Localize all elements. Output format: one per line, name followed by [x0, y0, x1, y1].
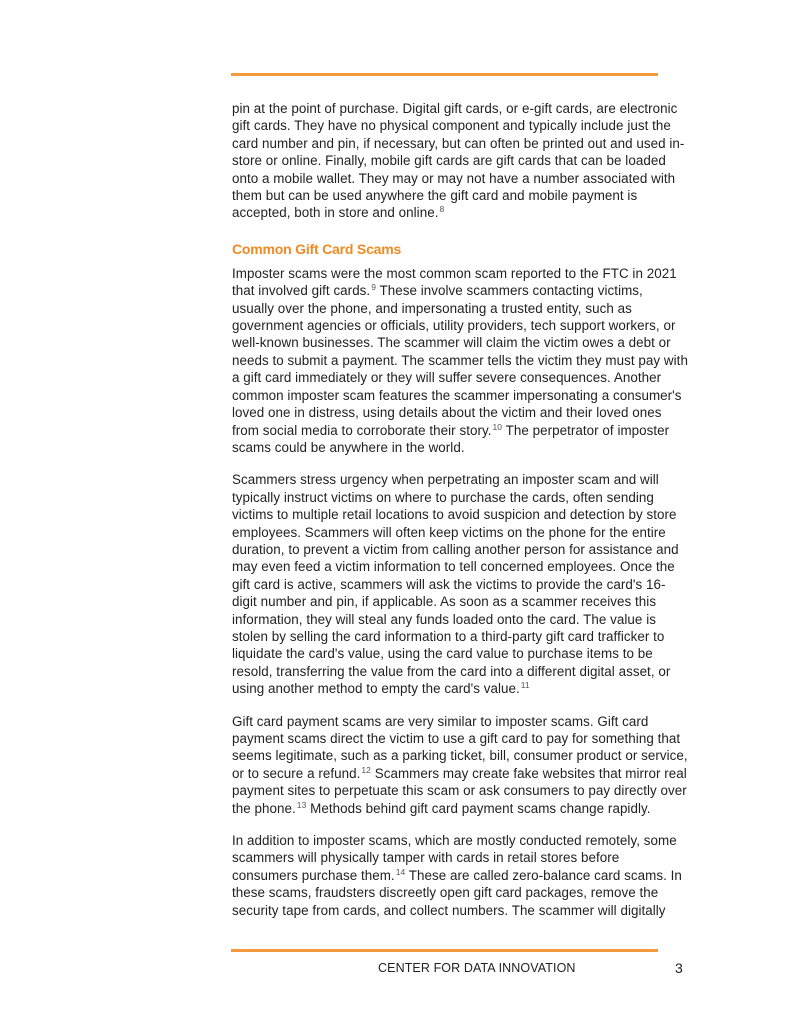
paragraph-urgency: Scammers stress urgency when perpetrating an imposter scam and will typically instruct victims on where to purchase the cards, often sending victims to multiple retail locations to avoid suspicion and detection by store employees. Scammers will often keep victims on the phone for the entire duration, to prevent a victim from calling another person for assistance and may even feed a victim information to tell concerned employees. Once the gift card is active, scammers will ask the victims to provide the card's 16-digit number and pin, if applicable. As soon as a scammer receives this information, they will steal any funds loaded onto the card. The value is stolen by selling the card information to a third-party gift card trafficker to liquidate the card's value, using the card value to purchase items to be resold, transferring the value from the card into a different digital asset, or using another method to empty the card's value.$^{11}$: [232, 472, 679, 697]
footnote-ref[interactable]: 9: [371, 282, 376, 293]
top-accent-rule: [231, 73, 658, 76]
paragraph-payment-scams: Gift card payment scams are very similar to imposter scams. Gift card payment scams direct the victim to use a gift card to pay for something that seems legitimate, such as a parking ticket, bill, consumer product or service, or to secure a refund.$^{12}$ Scammers may create fake websites that mirror real payment sites to perpetuate this scam or ask consumers to pay directly over the phone.$^{13}$ Methods behind gift card payment scams change rapidly.: [232, 713, 688, 816]
paragraph-gift-card-types: pin at the point of purchase. Digital gift cards, or e-gift cards, are electronic gift cards. They have no physical component and typically include just the card number and pin, if necessary, but can often be printed out and used in-store or online. Finally, mobile gift cards are gift cards that can be loaded onto a mobile wallet. They may or may not have a number associated with them but can be used anywhere the gift card and mobile payment is accepted, both in store and online.$^8$: [232, 101, 685, 221]
page-number: 3: [675, 960, 683, 976]
footnote-ref[interactable]: 13: [296, 799, 307, 810]
body-text: [232, 100, 688, 934]
footnote-ref[interactable]: 11: [520, 680, 530, 691]
footnote-ref[interactable]: 8: [439, 204, 445, 215]
paragraph-imposter-scams: Imposter scams were the most common scam reported to the FTC in 2021 that involved gift cards.$^9$ These involve scammers contacting victims, usually over the phone, and impersonating a trusted entity, such as government agencies or officials, utility providers, tech support workers, or well-known businesses. The scammer will claim the victim owes a debt or needs to submit a payment. The scammer tells the victim they must pay with a gift card immediately or they will suffer severe consequences. Another common imposter scam features the scammer impersonating a consumer's loved one in distress, using details about the victim and their loved ones from social media to corroborate their story.$^{10}$ The perpetrator of imposter scams could be anywhere in the world.: [232, 265, 688, 455]
section-heading: Common Gift Card Scams: [232, 240, 402, 257]
footnote-ref[interactable]: 12: [361, 764, 371, 775]
footnote-ref[interactable]: 10: [492, 421, 503, 432]
bottom-accent-rule: [231, 949, 658, 952]
footer-organization: CENTER FOR DATA INNOVATION: [378, 961, 576, 975]
paragraph-zero-balance: In addition to imposter scams, which are mostly conducted remotely, some scammers will physically tamper with cards in retail stores before consumers purchase them.$^{14}$ These are called zero-balance card scams. In these scams, fraudsters discreetly open gift card packages, remove the security tape from cards, and collect numbers. The scammer will digitally: [232, 833, 682, 918]
footnote-ref[interactable]: 14: [395, 866, 406, 877]
